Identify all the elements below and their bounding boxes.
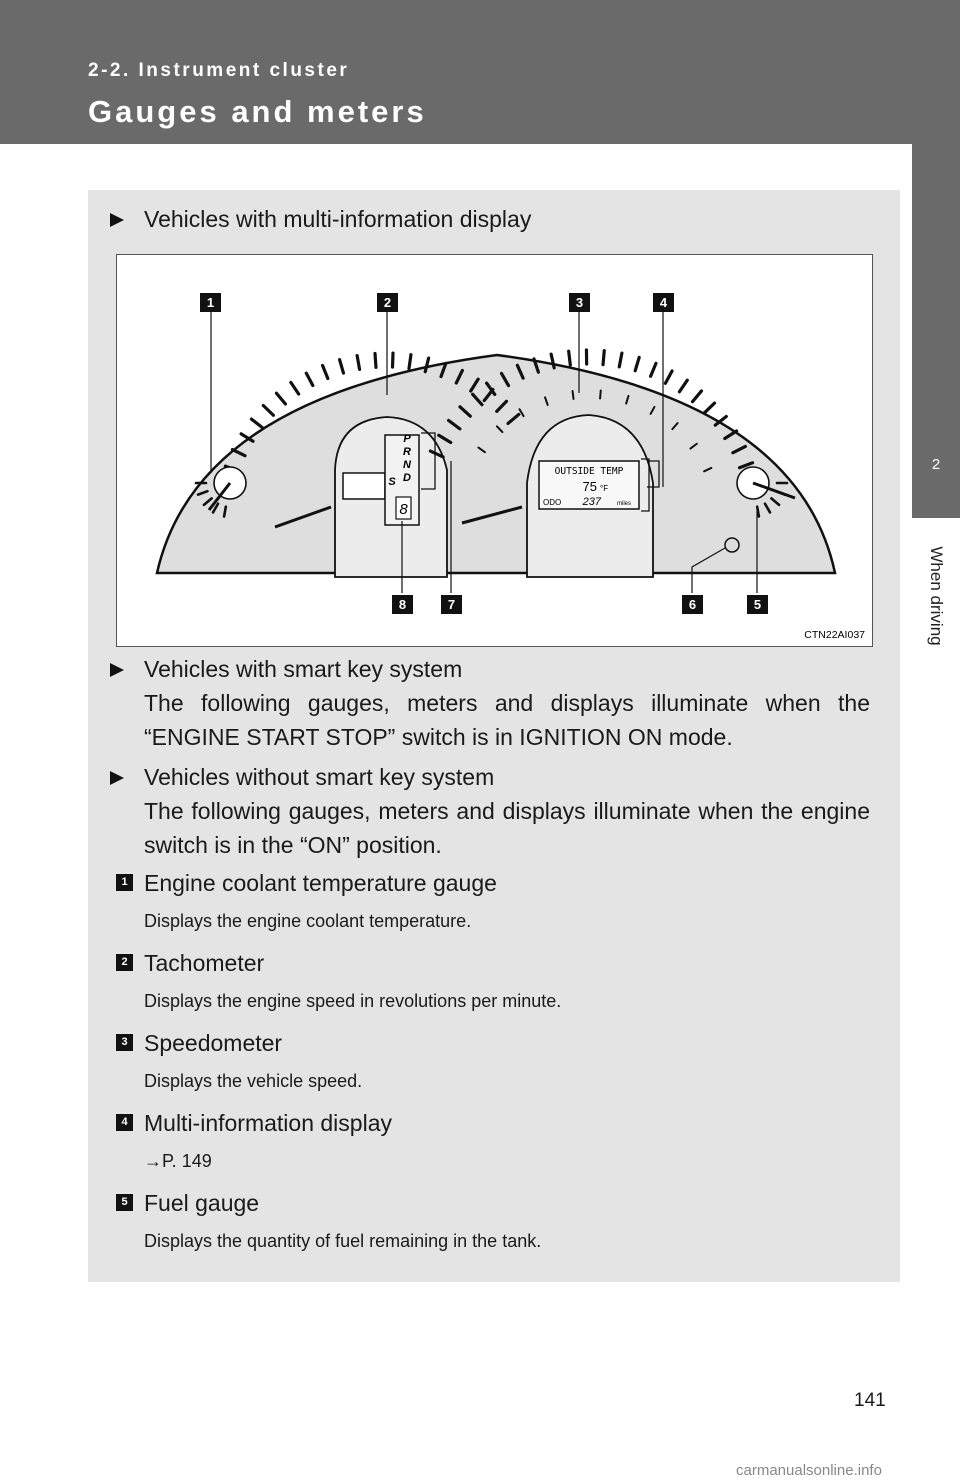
bullet-no-smart-key bbox=[110, 760, 870, 862]
arrow-bullet-icon bbox=[110, 771, 124, 785]
side-strip bbox=[912, 0, 960, 412]
item-title: Speedometer bbox=[144, 1030, 283, 1056]
svg-text:6: 6 bbox=[688, 597, 697, 612]
item-desc: Displays the engine coolant temperature. bbox=[144, 911, 472, 931]
chapter-number: 2 bbox=[931, 456, 941, 473]
gear-digit: 8 bbox=[399, 501, 408, 518]
dial-tick bbox=[704, 403, 714, 413]
callout-2-icon bbox=[377, 293, 398, 312]
dial-tick bbox=[291, 382, 299, 394]
temp-value: 75 bbox=[582, 479, 597, 494]
dial-tick bbox=[569, 351, 571, 365]
callout-8-icon bbox=[392, 595, 413, 614]
page-title: Gauges and meters bbox=[88, 94, 427, 129]
dial-tick bbox=[651, 363, 656, 376]
svg-text:7: 7 bbox=[447, 597, 456, 612]
odo-unit: miles bbox=[617, 501, 632, 507]
arrow-bullet-icon bbox=[110, 663, 124, 677]
item-desc: Displays the vehicle speed. bbox=[144, 1071, 363, 1091]
dial-tick bbox=[224, 507, 226, 517]
svg-text:4: 4 bbox=[659, 295, 668, 310]
item-tachometer bbox=[116, 946, 876, 1014]
item-number-icon: 1 bbox=[116, 874, 133, 891]
svg-text:2: 2 bbox=[383, 295, 392, 310]
dial-tick bbox=[263, 406, 273, 416]
arrow-bullet-icon bbox=[110, 213, 124, 227]
item-multi-info-display bbox=[116, 1106, 876, 1174]
dial-tick bbox=[323, 366, 328, 379]
dial-tick bbox=[635, 357, 639, 370]
callout-3-icon bbox=[569, 293, 590, 312]
callout-1-icon bbox=[200, 293, 221, 312]
dial-tick bbox=[692, 391, 701, 402]
section-label: 2-2. Instrument cluster bbox=[88, 60, 350, 81]
temp-unit: °F bbox=[600, 484, 609, 493]
callout-4-icon bbox=[653, 293, 674, 312]
gear-p: P bbox=[403, 433, 411, 445]
dial-tick bbox=[619, 353, 622, 367]
odo-value: 237 bbox=[582, 496, 601, 508]
bullet-smart-key bbox=[110, 652, 870, 754]
shift-slot bbox=[343, 473, 385, 499]
gear-n: N bbox=[403, 459, 411, 471]
item-title: Fuel gauge bbox=[144, 1190, 260, 1216]
callout-5-icon bbox=[747, 595, 768, 614]
header-band bbox=[0, 0, 912, 144]
item-desc: Displays the quantity of fuel remaining in the tank. bbox=[144, 1231, 542, 1251]
item-title: Engine coolant temperature gauge bbox=[144, 870, 497, 896]
instrument-cluster-figure bbox=[116, 254, 873, 647]
footer-watermark: carmanualsonline.info bbox=[736, 1462, 882, 1479]
callout-7-icon bbox=[441, 595, 462, 614]
item-number-icon: 3 bbox=[116, 1034, 133, 1051]
bullet-text: Vehicles with smart key system The following gauges, meters and displays illuminate when the “ENGINE START STOP” switch is in IGNITION ON mode. bbox=[144, 656, 870, 750]
svg-text:3: 3 bbox=[575, 295, 584, 310]
item-number-icon: 4 bbox=[116, 1114, 133, 1131]
cluster-illustration bbox=[117, 255, 874, 648]
dial-tick bbox=[573, 391, 574, 399]
dial-tick bbox=[600, 391, 601, 399]
dial-tick bbox=[251, 419, 262, 428]
chapter-label: When driving bbox=[927, 546, 946, 646]
dial-tick bbox=[340, 360, 344, 373]
item-coolant-gauge bbox=[116, 866, 876, 934]
figure-code: CTN22AI037 bbox=[804, 629, 865, 641]
svg-text:5: 5 bbox=[753, 597, 762, 612]
indicator-light bbox=[725, 538, 739, 552]
gear-d: D bbox=[403, 472, 411, 484]
bullet-multi-info bbox=[110, 202, 870, 236]
dial-tick bbox=[603, 351, 604, 365]
dial-tick bbox=[375, 353, 376, 367]
item-title: Tachometer bbox=[144, 950, 265, 976]
item-desc: Displays the engine speed in revolutions per minute. bbox=[144, 991, 562, 1011]
item-fuel-gauge bbox=[116, 1186, 876, 1254]
dial-tick bbox=[306, 373, 313, 385]
outside-temp-label: OUTSIDE TEMP bbox=[554, 466, 624, 477]
odo-label: ODO bbox=[543, 498, 562, 507]
chapter-tab[interactable] bbox=[912, 412, 960, 518]
dial-tick bbox=[665, 371, 672, 383]
dial-tick bbox=[679, 380, 687, 392]
callout-6-icon bbox=[682, 595, 703, 614]
bullet-text: Vehicles with multi-information display bbox=[144, 206, 532, 232]
page-number: 141 bbox=[854, 1390, 886, 1411]
gear-s: S bbox=[388, 476, 396, 488]
page-reference-link[interactable]: →P. 149 bbox=[144, 1151, 212, 1171]
svg-text:8: 8 bbox=[398, 597, 407, 612]
item-title: Multi-information display bbox=[144, 1110, 392, 1136]
item-speedometer bbox=[116, 1026, 876, 1094]
dial-tick bbox=[357, 356, 359, 370]
svg-text:1: 1 bbox=[206, 295, 215, 310]
gear-r: R bbox=[403, 446, 411, 458]
dial-tick bbox=[276, 393, 285, 404]
item-number-icon: 5 bbox=[116, 1194, 133, 1211]
dial-tick bbox=[409, 355, 411, 369]
bullet-text: Vehicles without smart key system The following gauges, meters and displays illuminate when the engine switch is in the “ON” position. bbox=[144, 764, 870, 858]
item-number-icon: 2 bbox=[116, 954, 133, 971]
